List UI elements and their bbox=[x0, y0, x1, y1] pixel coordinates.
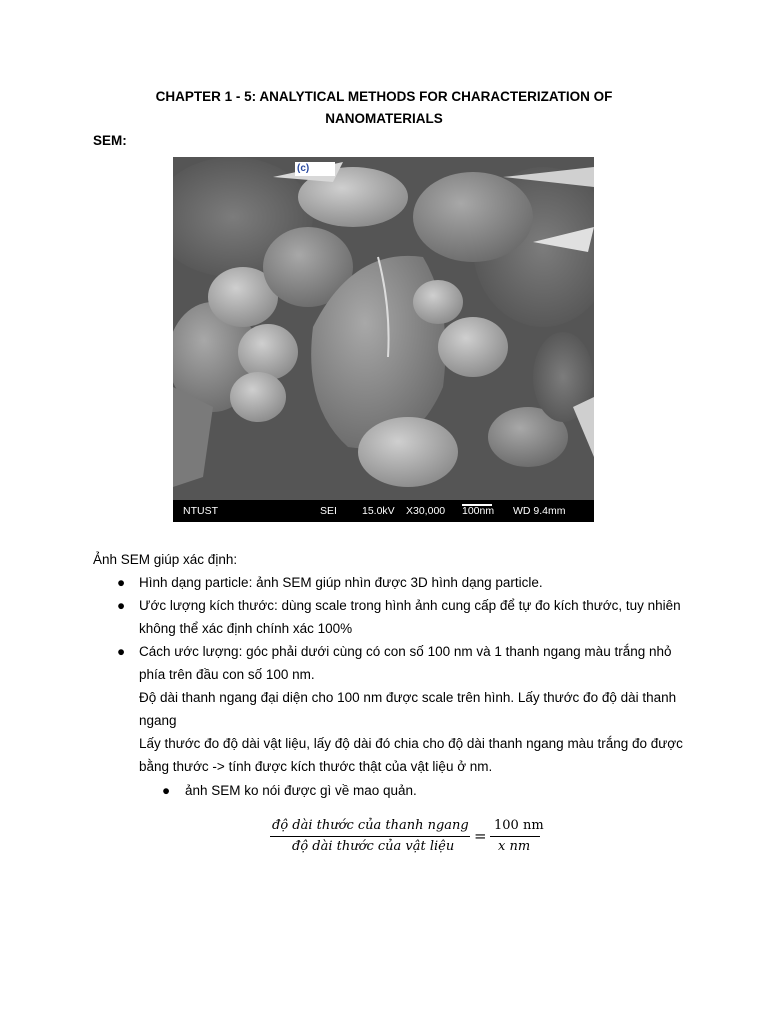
bullet-icon: ● bbox=[117, 644, 126, 659]
formula-right-numerator: 100 nm bbox=[494, 818, 544, 833]
fraction-bar bbox=[270, 836, 470, 837]
databar-scale: 100nm bbox=[462, 505, 495, 517]
bullet-list bbox=[117, 571, 687, 778]
list-item: ● Cách ước lượng: góc phải dưới cùng có con số 100 nm và 1 thanh ngang màu trắng nhỏ phía trên đầu con số 100 nm. bbox=[117, 640, 687, 686]
bullet-icon: ● bbox=[162, 783, 171, 798]
databar-voltage: 15.0kV bbox=[362, 505, 395, 517]
equals-sign: = bbox=[474, 827, 487, 845]
databar-mode: SEI bbox=[320, 505, 337, 517]
continuation-paragraph: Lấy thước đo độ dài vật liệu, lấy độ dài đó chia cho độ dài thanh ngang màu trắng đo được bằng thước -> tính được kích thước thật của vật liệu ở nm. bbox=[139, 736, 683, 774]
bullet-icon: ● bbox=[117, 575, 126, 590]
continuation-paragraph: Độ dài thanh ngang đại diện cho 100 nm được scale trên hình. Lấy thước đo độ dài thanh ngang bbox=[139, 690, 677, 728]
section-label: SEM: bbox=[93, 133, 127, 148]
databar-wd: WD 9.4mm bbox=[513, 505, 566, 517]
list-item: ● Hình dạng particle: ảnh SEM giúp nhìn được 3D hình dạng particle. bbox=[117, 571, 687, 594]
formula-left-numerator: độ dài thước của thanh ngang bbox=[272, 818, 469, 833]
sem-image bbox=[173, 157, 594, 522]
sem-micrograph bbox=[173, 157, 594, 500]
fraction-bar bbox=[490, 836, 540, 837]
sem-databar bbox=[173, 500, 594, 522]
panel-label: (c) bbox=[295, 162, 335, 176]
bullet-icon: ● bbox=[117, 598, 126, 613]
formula-left-denominator: độ dài thước của vật liệu bbox=[292, 839, 455, 854]
page-title: CHAPTER 1 - 5: ANALYTICAL METHODS FOR CHARACTERIZATION OF NANOMATERIALS bbox=[155, 89, 613, 126]
databar-magnification: X30,000 bbox=[406, 505, 446, 517]
list-item: ● Ước lượng kích thước: dùng scale trong hình ảnh cung cấp để tự đo kích thước, tuy nhiên không thể xác định chính xác 100% bbox=[117, 594, 687, 640]
formula-right-denominator: x nm bbox=[498, 839, 531, 854]
databar-lab: NTUST bbox=[183, 505, 218, 517]
ratio-formula bbox=[268, 815, 548, 860]
intro-text: Ảnh SEM giúp xác định: bbox=[93, 552, 238, 567]
